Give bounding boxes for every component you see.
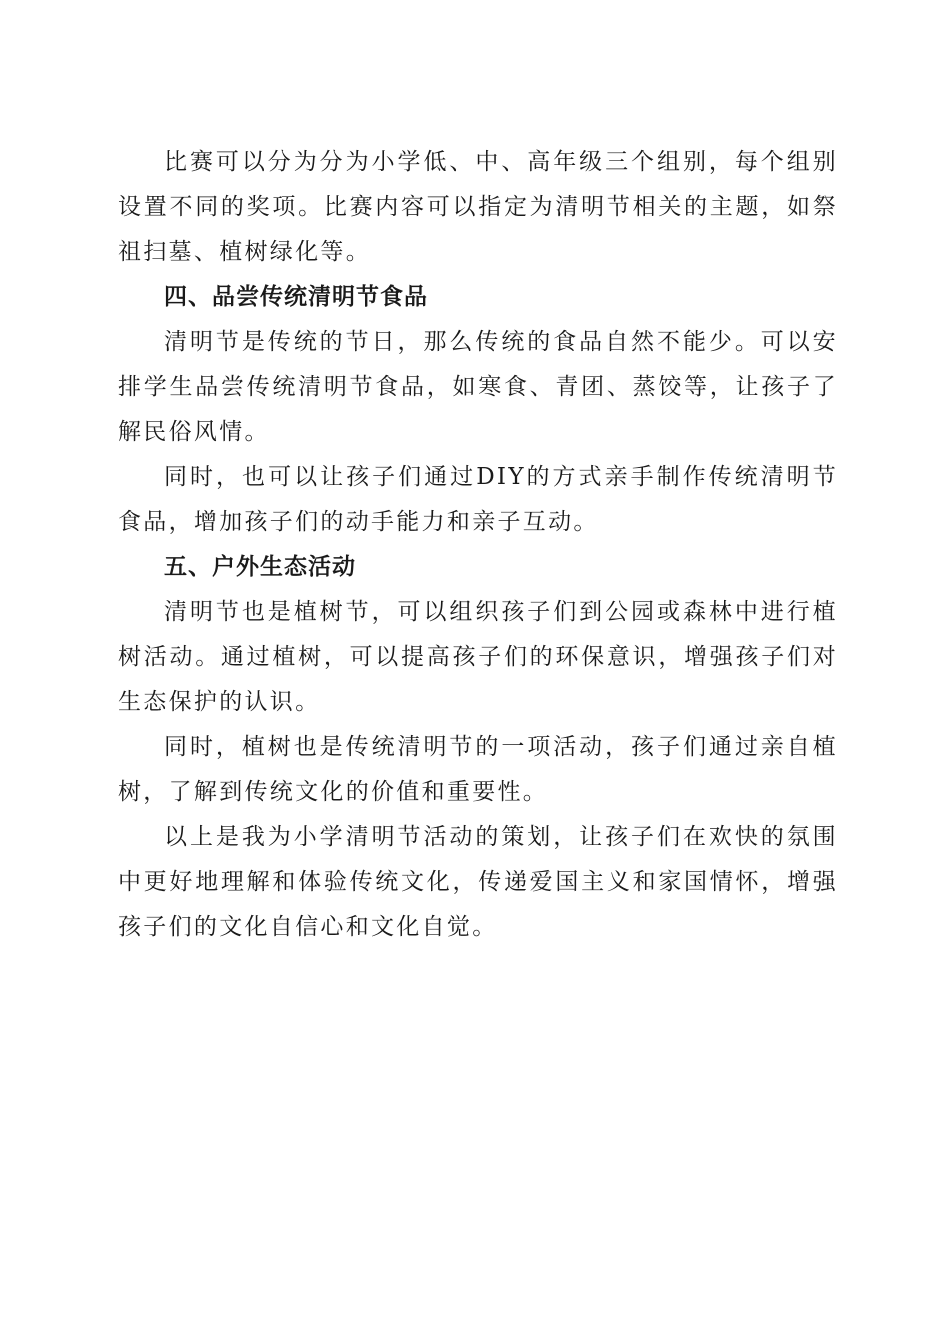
paragraph-conclusion: 以上是我为小学清明节活动的策划，让孩子们在欢快的氛围中更好地理解和体验传统文化，传递爱国主义和家国情怀，增强孩子们的文化自信心和文化自觉。 — [118, 824, 838, 940]
document-body — [118, 140, 838, 950]
paragraph-competition-groups: 比赛可以分为分为小学低、中、高年级三个组别，每个组别设置不同的奖项。比赛内容可以指定为清明节相关的主题，如祭祖扫墓、植树绿化等。 — [118, 149, 838, 265]
paragraph-diy-food: 同时，也可以让孩子们通过DIY的方式亲手制作传统清明节食品，增加孩子们的动手能力和亲子互动。 — [118, 464, 838, 535]
paragraph-traditional-food: 清明节是传统的节日，那么传统的食品自然不能少。可以安排学生品尝传统清明节食品，如寒食、青团、蒸饺等，让孩子了解民俗风情。 — [118, 329, 838, 445]
section-heading-food: 四、品尝传统清明节食品 — [164, 284, 428, 310]
section-heading-outdoor: 五、户外生态活动 — [164, 554, 356, 580]
paragraph-tree-planting: 清明节也是植树节，可以组织孩子们到公园或森林中进行植树活动。通过植树，可以提高孩子们的环保意识，增强孩子们对生态保护的认识。 — [118, 599, 838, 715]
paragraph-tree-tradition: 同时，植树也是传统清明节的一项活动，孩子们通过亲自植树，了解到传统文化的价值和重要性。 — [118, 734, 838, 805]
